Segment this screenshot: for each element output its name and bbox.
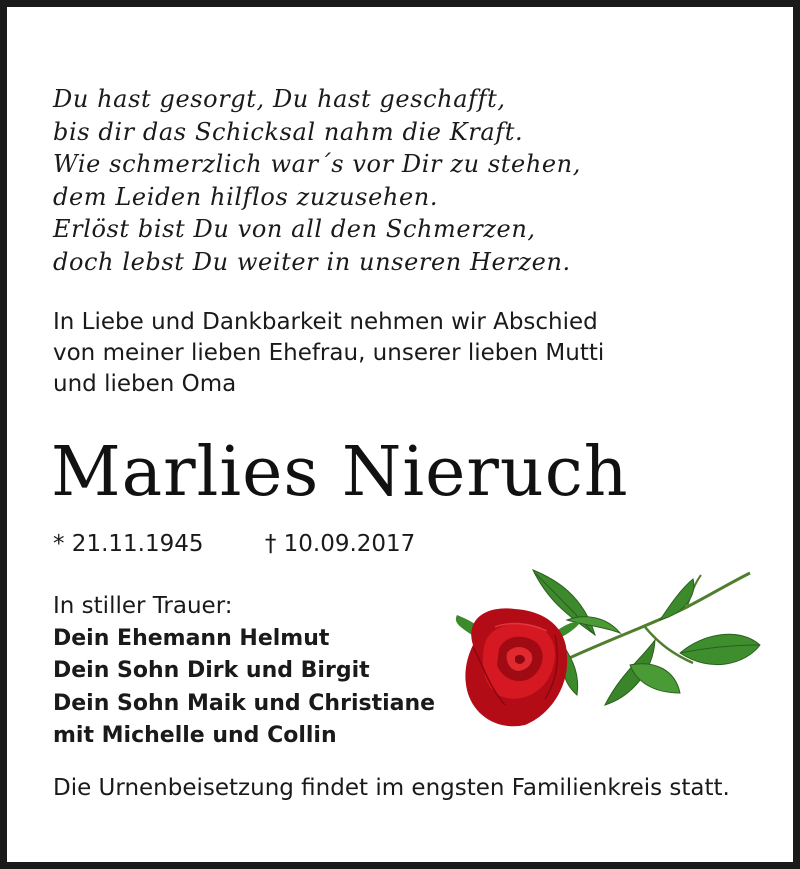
death-date: † 10.09.2017: [264, 531, 416, 557]
farewell-line: und lieben Oma: [53, 371, 237, 397]
burial-note: Die Urnenbeisetzung findet im engsten Familienkreis statt.: [53, 775, 730, 801]
mourner-line: mit Michelle und Collin: [53, 723, 337, 748]
birth-date: * 21.11.1945: [53, 531, 204, 557]
poem-line: doch lebst Du weiter in unseren Herzen.: [53, 247, 571, 276]
poem-line: bis dir das Schicksal nahm die Kraft.: [53, 117, 524, 146]
red-rose-icon: [455, 565, 765, 735]
poem-line: Erlöst bist Du von all den Schmerzen,: [53, 215, 536, 243]
life-dates: [53, 529, 415, 559]
farewell-line: von meiner lieben Ehefrau, unserer lieben Mutti: [53, 340, 605, 366]
poem: [53, 83, 581, 278]
farewell-text: [53, 307, 604, 400]
farewell-line: In Liebe und Dankbarkeit nehmen wir Abschied: [53, 309, 598, 335]
poem-line: Wie schmerzlich war´s vor Dir zu stehen,: [53, 150, 581, 178]
poem-line: dem Leiden hilflos zuzusehen.: [53, 182, 439, 211]
mourners: [53, 590, 435, 753]
mourner-line: Dein Sohn Maik und Christiane: [53, 690, 436, 716]
mourners-heading: In stiller Trauer:: [53, 593, 233, 619]
mourner-line: Dein Sohn Dirk und Birgit: [53, 658, 370, 683]
deceased-name: Marlies Nieruch: [51, 433, 629, 512]
mourner-line: Dein Ehemann Helmut: [53, 625, 330, 651]
poem-line: Du hast gesorgt, Du hast geschafft,: [53, 85, 506, 113]
